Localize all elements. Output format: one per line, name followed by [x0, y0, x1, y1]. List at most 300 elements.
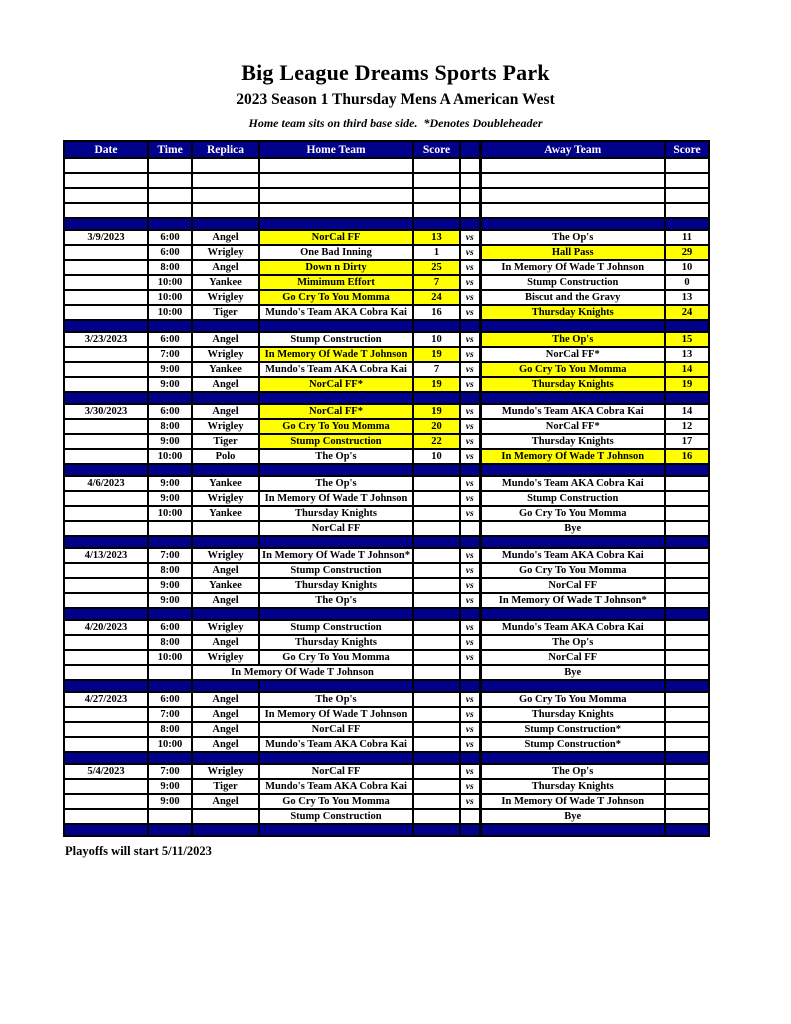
- home-score-cell: [413, 737, 460, 752]
- home-score-cell: 19: [413, 404, 460, 419]
- away-score-cell: [665, 578, 709, 593]
- page-subtitle: 2023 Season 1 Thursday Mens A American West: [236, 91, 555, 108]
- away-score-cell: 14: [665, 362, 709, 377]
- game-row: [64, 377, 709, 392]
- time-cell: 10:00: [148, 737, 192, 752]
- date-cell: 3/23/2023: [64, 332, 148, 347]
- separator-cell: [413, 752, 460, 764]
- col-header-vs: [460, 141, 480, 158]
- separator-cell: [192, 752, 259, 764]
- away-team-cell: The Op's: [480, 230, 665, 245]
- date-cell: [64, 650, 148, 665]
- empty-cell: [148, 203, 192, 218]
- bye-row: [64, 521, 709, 536]
- empty-cell: [259, 188, 413, 203]
- vs-cell: vs: [460, 419, 480, 434]
- away-score-cell: [665, 779, 709, 794]
- away-team-cell: Mundo's Team AKA Cobra Kai: [480, 404, 665, 419]
- col-header-time: Time: [148, 141, 192, 158]
- vs-cell: vs: [460, 305, 480, 320]
- game-row: [64, 635, 709, 650]
- home-team-cell: In Memory Of Wade T Johnson: [259, 347, 413, 362]
- date-cell: [64, 593, 148, 608]
- home-team-cell: In Memory Of Wade T Johnson: [259, 491, 413, 506]
- date-cell: [64, 434, 148, 449]
- home-score-cell: [413, 665, 460, 680]
- away-score-cell: 15: [665, 332, 709, 347]
- date-cell: [64, 260, 148, 275]
- separator-cell: [480, 320, 665, 332]
- separator-cell: [192, 392, 259, 404]
- playoffs-note: Playoffs will start 5/11/2023: [65, 844, 212, 858]
- away-score-cell: 29: [665, 245, 709, 260]
- empty-cell: [148, 188, 192, 203]
- game-row: [64, 722, 709, 737]
- time-cell: [148, 665, 192, 680]
- separator-cell: [64, 680, 148, 692]
- time-cell: 7:00: [148, 347, 192, 362]
- empty-row: [64, 158, 709, 173]
- away-team-cell: NorCal FF*: [480, 419, 665, 434]
- vs-cell: vs: [460, 377, 480, 392]
- vs-cell: vs: [460, 332, 480, 347]
- replica-cell: Angel: [192, 794, 259, 809]
- vs-cell: [460, 809, 480, 824]
- time-cell: 6:00: [148, 404, 192, 419]
- home-team-cell: The Op's: [259, 692, 413, 707]
- time-cell: 9:00: [148, 476, 192, 491]
- home-team-cell: In Memory Of Wade T Johnson: [259, 707, 413, 722]
- schedule-body: [64, 158, 709, 836]
- time-cell: 8:00: [148, 563, 192, 578]
- game-row: [64, 275, 709, 290]
- away-score-cell: [665, 737, 709, 752]
- home-team-cell: Thursday Knights: [259, 635, 413, 650]
- vs-cell: vs: [460, 476, 480, 491]
- game-row: [64, 305, 709, 320]
- replica-cell: Wrigley: [192, 764, 259, 779]
- away-score-cell: [665, 491, 709, 506]
- time-cell: 9:00: [148, 491, 192, 506]
- away-team-cell: NorCal FF*: [480, 347, 665, 362]
- home-score-cell: 10: [413, 332, 460, 347]
- vs-cell: vs: [460, 449, 480, 464]
- separator-cell: [192, 464, 259, 476]
- date-cell: 3/30/2023: [64, 404, 148, 419]
- date-cell: [64, 521, 148, 536]
- separator-cell: [413, 320, 460, 332]
- home-score-cell: [413, 764, 460, 779]
- empty-cell: [413, 158, 460, 173]
- away-score-cell: [665, 635, 709, 650]
- vs-cell: vs: [460, 434, 480, 449]
- away-team-cell: Biscut and the Gravy: [480, 290, 665, 305]
- game-row: [64, 230, 709, 245]
- empty-cell: [460, 173, 480, 188]
- away-score-cell: [665, 809, 709, 824]
- game-row: [64, 404, 709, 419]
- replica-cell: Yankee: [192, 578, 259, 593]
- page-header: [0, 0, 791, 131]
- away-team-cell: Stump Construction: [480, 275, 665, 290]
- away-score-cell: [665, 692, 709, 707]
- replica-cell: Angel: [192, 707, 259, 722]
- separator-cell: [148, 392, 192, 404]
- vs-cell: vs: [460, 245, 480, 260]
- home-score-cell: 19: [413, 347, 460, 362]
- separator-cell: [64, 392, 148, 404]
- separator-cell: [192, 680, 259, 692]
- empty-cell: [413, 188, 460, 203]
- home-team-cell: The Op's: [259, 476, 413, 491]
- away-score-cell: 16: [665, 449, 709, 464]
- vs-cell: vs: [460, 362, 480, 377]
- game-row: [64, 794, 709, 809]
- game-row: [64, 362, 709, 377]
- replica-cell: Angel: [192, 593, 259, 608]
- away-team-cell: Bye: [480, 809, 665, 824]
- vs-cell: vs: [460, 737, 480, 752]
- away-score-cell: [665, 563, 709, 578]
- vs-cell: vs: [460, 650, 480, 665]
- game-row: [64, 449, 709, 464]
- home-score-cell: [413, 476, 460, 491]
- away-team-cell: In Memory Of Wade T Johnson: [480, 794, 665, 809]
- empty-cell: [259, 158, 413, 173]
- date-cell: [64, 722, 148, 737]
- separator-cell: [460, 608, 480, 620]
- home-team-cell: Thursday Knights: [259, 578, 413, 593]
- separator-cell: [665, 218, 709, 230]
- separator-cell: [259, 608, 413, 620]
- empty-cell: [460, 158, 480, 173]
- home-score-cell: 13: [413, 230, 460, 245]
- separator-cell: [64, 752, 148, 764]
- game-row: [64, 245, 709, 260]
- date-cell: [64, 665, 148, 680]
- away-team-cell: Thursday Knights: [480, 779, 665, 794]
- home-score-cell: 22: [413, 434, 460, 449]
- home-team-cell: Stump Construction: [259, 809, 413, 824]
- game-row: [64, 620, 709, 635]
- date-cell: [64, 707, 148, 722]
- separator-cell: [148, 320, 192, 332]
- away-team-cell: In Memory Of Wade T Johnson*: [480, 593, 665, 608]
- date-cell: [64, 305, 148, 320]
- game-row: [64, 650, 709, 665]
- separator-cell: [148, 824, 192, 836]
- empty-cell: [64, 158, 148, 173]
- replica-cell: Angel: [192, 377, 259, 392]
- away-team-cell: In Memory Of Wade T Johnson: [480, 449, 665, 464]
- separator-cell: [259, 320, 413, 332]
- time-cell: 7:00: [148, 548, 192, 563]
- date-cell: [64, 347, 148, 362]
- away-team-cell: Thursday Knights: [480, 434, 665, 449]
- away-score-cell: [665, 593, 709, 608]
- date-cell: [64, 737, 148, 752]
- separator-row: [64, 608, 709, 620]
- separator-cell: [480, 608, 665, 620]
- away-score-cell: 13: [665, 290, 709, 305]
- replica-cell: Wrigley: [192, 347, 259, 362]
- away-team-cell: Mundo's Team AKA Cobra Kai: [480, 476, 665, 491]
- separator-cell: [259, 752, 413, 764]
- home-score-cell: [413, 779, 460, 794]
- separator-cell: [64, 464, 148, 476]
- separator-cell: [480, 680, 665, 692]
- home-team-cell: Stump Construction: [259, 563, 413, 578]
- separator-cell: [480, 536, 665, 548]
- time-cell: 9:00: [148, 794, 192, 809]
- away-score-cell: 12: [665, 419, 709, 434]
- away-team-cell: Thursday Knights: [480, 707, 665, 722]
- home-score-cell: 24: [413, 290, 460, 305]
- separator-cell: [413, 824, 460, 836]
- away-team-cell: Mundo's Team AKA Cobra Kai: [480, 548, 665, 563]
- date-cell: [64, 809, 148, 824]
- separator-cell: [480, 752, 665, 764]
- vs-cell: vs: [460, 692, 480, 707]
- time-cell: 6:00: [148, 230, 192, 245]
- time-cell: 8:00: [148, 419, 192, 434]
- separator-cell: [148, 680, 192, 692]
- separator-cell: [480, 218, 665, 230]
- home-team-cell: Go Cry To You Momma: [259, 650, 413, 665]
- col-header-date: Date: [64, 141, 148, 158]
- home-team-cell: Down n Dirty: [259, 260, 413, 275]
- separator-cell: [480, 392, 665, 404]
- home-team-cell: Mimimum Effort: [259, 275, 413, 290]
- separator-cell: [192, 608, 259, 620]
- col-header-home-score: Score: [413, 141, 460, 158]
- game-row: [64, 290, 709, 305]
- vs-cell: vs: [460, 491, 480, 506]
- separator-cell: [413, 218, 460, 230]
- separator-row: [64, 392, 709, 404]
- home-team-cell: NorCal FF: [259, 722, 413, 737]
- separator-cell: [148, 608, 192, 620]
- separator-cell: [665, 464, 709, 476]
- home-team-cell: Thursday Knights: [259, 506, 413, 521]
- schedule-table: [63, 140, 710, 837]
- col-header-home-team: Home Team: [259, 141, 413, 158]
- home-score-cell: 1: [413, 245, 460, 260]
- replica-cell: Wrigley: [192, 491, 259, 506]
- game-row: [64, 779, 709, 794]
- vs-cell: vs: [460, 764, 480, 779]
- away-score-cell: [665, 665, 709, 680]
- replica-cell: Angel: [192, 260, 259, 275]
- vs-cell: vs: [460, 779, 480, 794]
- separator-cell: [192, 320, 259, 332]
- separator-cell: [413, 464, 460, 476]
- separator-row: [64, 218, 709, 230]
- separator-cell: [460, 824, 480, 836]
- away-score-cell: 0: [665, 275, 709, 290]
- away-team-cell: Bye: [480, 665, 665, 680]
- vs-cell: vs: [460, 563, 480, 578]
- empty-row: [64, 203, 709, 218]
- replica-cell: Angel: [192, 692, 259, 707]
- home-team-cell: Mundo's Team AKA Cobra Kai: [259, 779, 413, 794]
- separator-cell: [259, 680, 413, 692]
- away-score-cell: [665, 794, 709, 809]
- empty-cell: [259, 173, 413, 188]
- separator-cell: [665, 320, 709, 332]
- vs-cell: vs: [460, 635, 480, 650]
- separator-cell: [64, 536, 148, 548]
- date-cell: [64, 635, 148, 650]
- empty-cell: [460, 188, 480, 203]
- home-score-cell: [413, 722, 460, 737]
- replica-cell: Angel: [192, 332, 259, 347]
- time-cell: [148, 809, 192, 824]
- away-score-cell: 11: [665, 230, 709, 245]
- time-cell: 8:00: [148, 722, 192, 737]
- replica-cell: Polo: [192, 449, 259, 464]
- empty-cell: [413, 173, 460, 188]
- home-team-cell: One Bad Inning: [259, 245, 413, 260]
- date-cell: [64, 275, 148, 290]
- home-team-cell: Stump Construction: [259, 434, 413, 449]
- away-score-cell: [665, 620, 709, 635]
- away-team-cell: The Op's: [480, 332, 665, 347]
- away-score-cell: [665, 650, 709, 665]
- separator-cell: [148, 218, 192, 230]
- replica-cell: Angel: [192, 635, 259, 650]
- date-cell: [64, 419, 148, 434]
- away-team-cell: Bye: [480, 521, 665, 536]
- replica-cell: Yankee: [192, 362, 259, 377]
- vs-cell: vs: [460, 593, 480, 608]
- empty-cell: [148, 173, 192, 188]
- separator-row: [64, 536, 709, 548]
- replica-cell: Wrigley: [192, 650, 259, 665]
- away-team-cell: Go Cry To You Momma: [480, 506, 665, 521]
- empty-cell: [192, 203, 259, 218]
- vs-cell: vs: [460, 230, 480, 245]
- separator-cell: [148, 464, 192, 476]
- home-score-cell: [413, 635, 460, 650]
- separator-cell: [259, 464, 413, 476]
- time-cell: 9:00: [148, 434, 192, 449]
- game-row: [64, 593, 709, 608]
- empty-cell: [665, 173, 709, 188]
- separator-row: [64, 464, 709, 476]
- separator-cell: [460, 536, 480, 548]
- time-cell: 7:00: [148, 764, 192, 779]
- home-score-cell: [413, 563, 460, 578]
- separator-row: [64, 752, 709, 764]
- empty-cell: [460, 203, 480, 218]
- game-row: [64, 476, 709, 491]
- replica-cell: Yankee: [192, 476, 259, 491]
- home-score-cell: [413, 491, 460, 506]
- separator-row: [64, 680, 709, 692]
- separator-cell: [665, 608, 709, 620]
- away-team-cell: Hall Pass: [480, 245, 665, 260]
- game-row: [64, 563, 709, 578]
- date-cell: [64, 794, 148, 809]
- separator-cell: [460, 752, 480, 764]
- away-team-cell: In Memory Of Wade T Johnson: [480, 260, 665, 275]
- separator-cell: [259, 536, 413, 548]
- separator-cell: [259, 824, 413, 836]
- vs-cell: vs: [460, 794, 480, 809]
- time-cell: 6:00: [148, 245, 192, 260]
- empty-cell: [480, 188, 665, 203]
- home-score-cell: [413, 650, 460, 665]
- time-cell: 10:00: [148, 650, 192, 665]
- replica-cell: Angel: [192, 737, 259, 752]
- date-cell: 4/6/2023: [64, 476, 148, 491]
- away-score-cell: [665, 548, 709, 563]
- time-cell: 6:00: [148, 692, 192, 707]
- empty-cell: [480, 158, 665, 173]
- vs-cell: vs: [460, 722, 480, 737]
- game-row: [64, 578, 709, 593]
- date-cell: [64, 449, 148, 464]
- empty-cell: [665, 158, 709, 173]
- home-team-cell: Stump Construction: [259, 620, 413, 635]
- separator-cell: [64, 608, 148, 620]
- date-cell: [64, 779, 148, 794]
- home-team-cell: NorCal FF: [259, 764, 413, 779]
- separator-cell: [192, 824, 259, 836]
- home-team-cell: In Memory Of Wade T Johnson: [192, 665, 413, 680]
- away-score-cell: 10: [665, 260, 709, 275]
- replica-cell: Tiger: [192, 305, 259, 320]
- home-team-cell: Go Cry To You Momma: [259, 419, 413, 434]
- empty-cell: [192, 188, 259, 203]
- home-team-cell: Go Cry To You Momma: [259, 794, 413, 809]
- separator-cell: [460, 218, 480, 230]
- empty-cell: [665, 203, 709, 218]
- replica-cell: Angel: [192, 563, 259, 578]
- replica-cell: Wrigley: [192, 620, 259, 635]
- time-cell: 10:00: [148, 506, 192, 521]
- away-team-cell: Thursday Knights: [480, 305, 665, 320]
- empty-cell: [64, 173, 148, 188]
- vs-cell: vs: [460, 347, 480, 362]
- home-team-cell: Mundo's Team AKA Cobra Kai: [259, 362, 413, 377]
- date-cell: [64, 506, 148, 521]
- separator-cell: [413, 608, 460, 620]
- home-score-cell: [413, 548, 460, 563]
- time-cell: 10:00: [148, 275, 192, 290]
- separator-row: [64, 320, 709, 332]
- game-row: [64, 332, 709, 347]
- away-score-cell: 19: [665, 377, 709, 392]
- separator-row: [64, 824, 709, 836]
- home-score-cell: 10: [413, 449, 460, 464]
- col-header-away-score: Score: [665, 141, 709, 158]
- vs-cell: vs: [460, 506, 480, 521]
- separator-cell: [460, 464, 480, 476]
- away-score-cell: 14: [665, 404, 709, 419]
- col-header-replica: Replica: [192, 141, 259, 158]
- home-team-cell: NorCal FF*: [259, 404, 413, 419]
- away-team-cell: Go Cry To You Momma: [480, 692, 665, 707]
- time-cell: 9:00: [148, 779, 192, 794]
- home-team-cell: Go Cry To You Momma: [259, 290, 413, 305]
- home-score-cell: [413, 809, 460, 824]
- away-team-cell: Stump Construction*: [480, 737, 665, 752]
- away-team-cell: Thursday Knights: [480, 377, 665, 392]
- separator-cell: [480, 464, 665, 476]
- replica-cell: Tiger: [192, 434, 259, 449]
